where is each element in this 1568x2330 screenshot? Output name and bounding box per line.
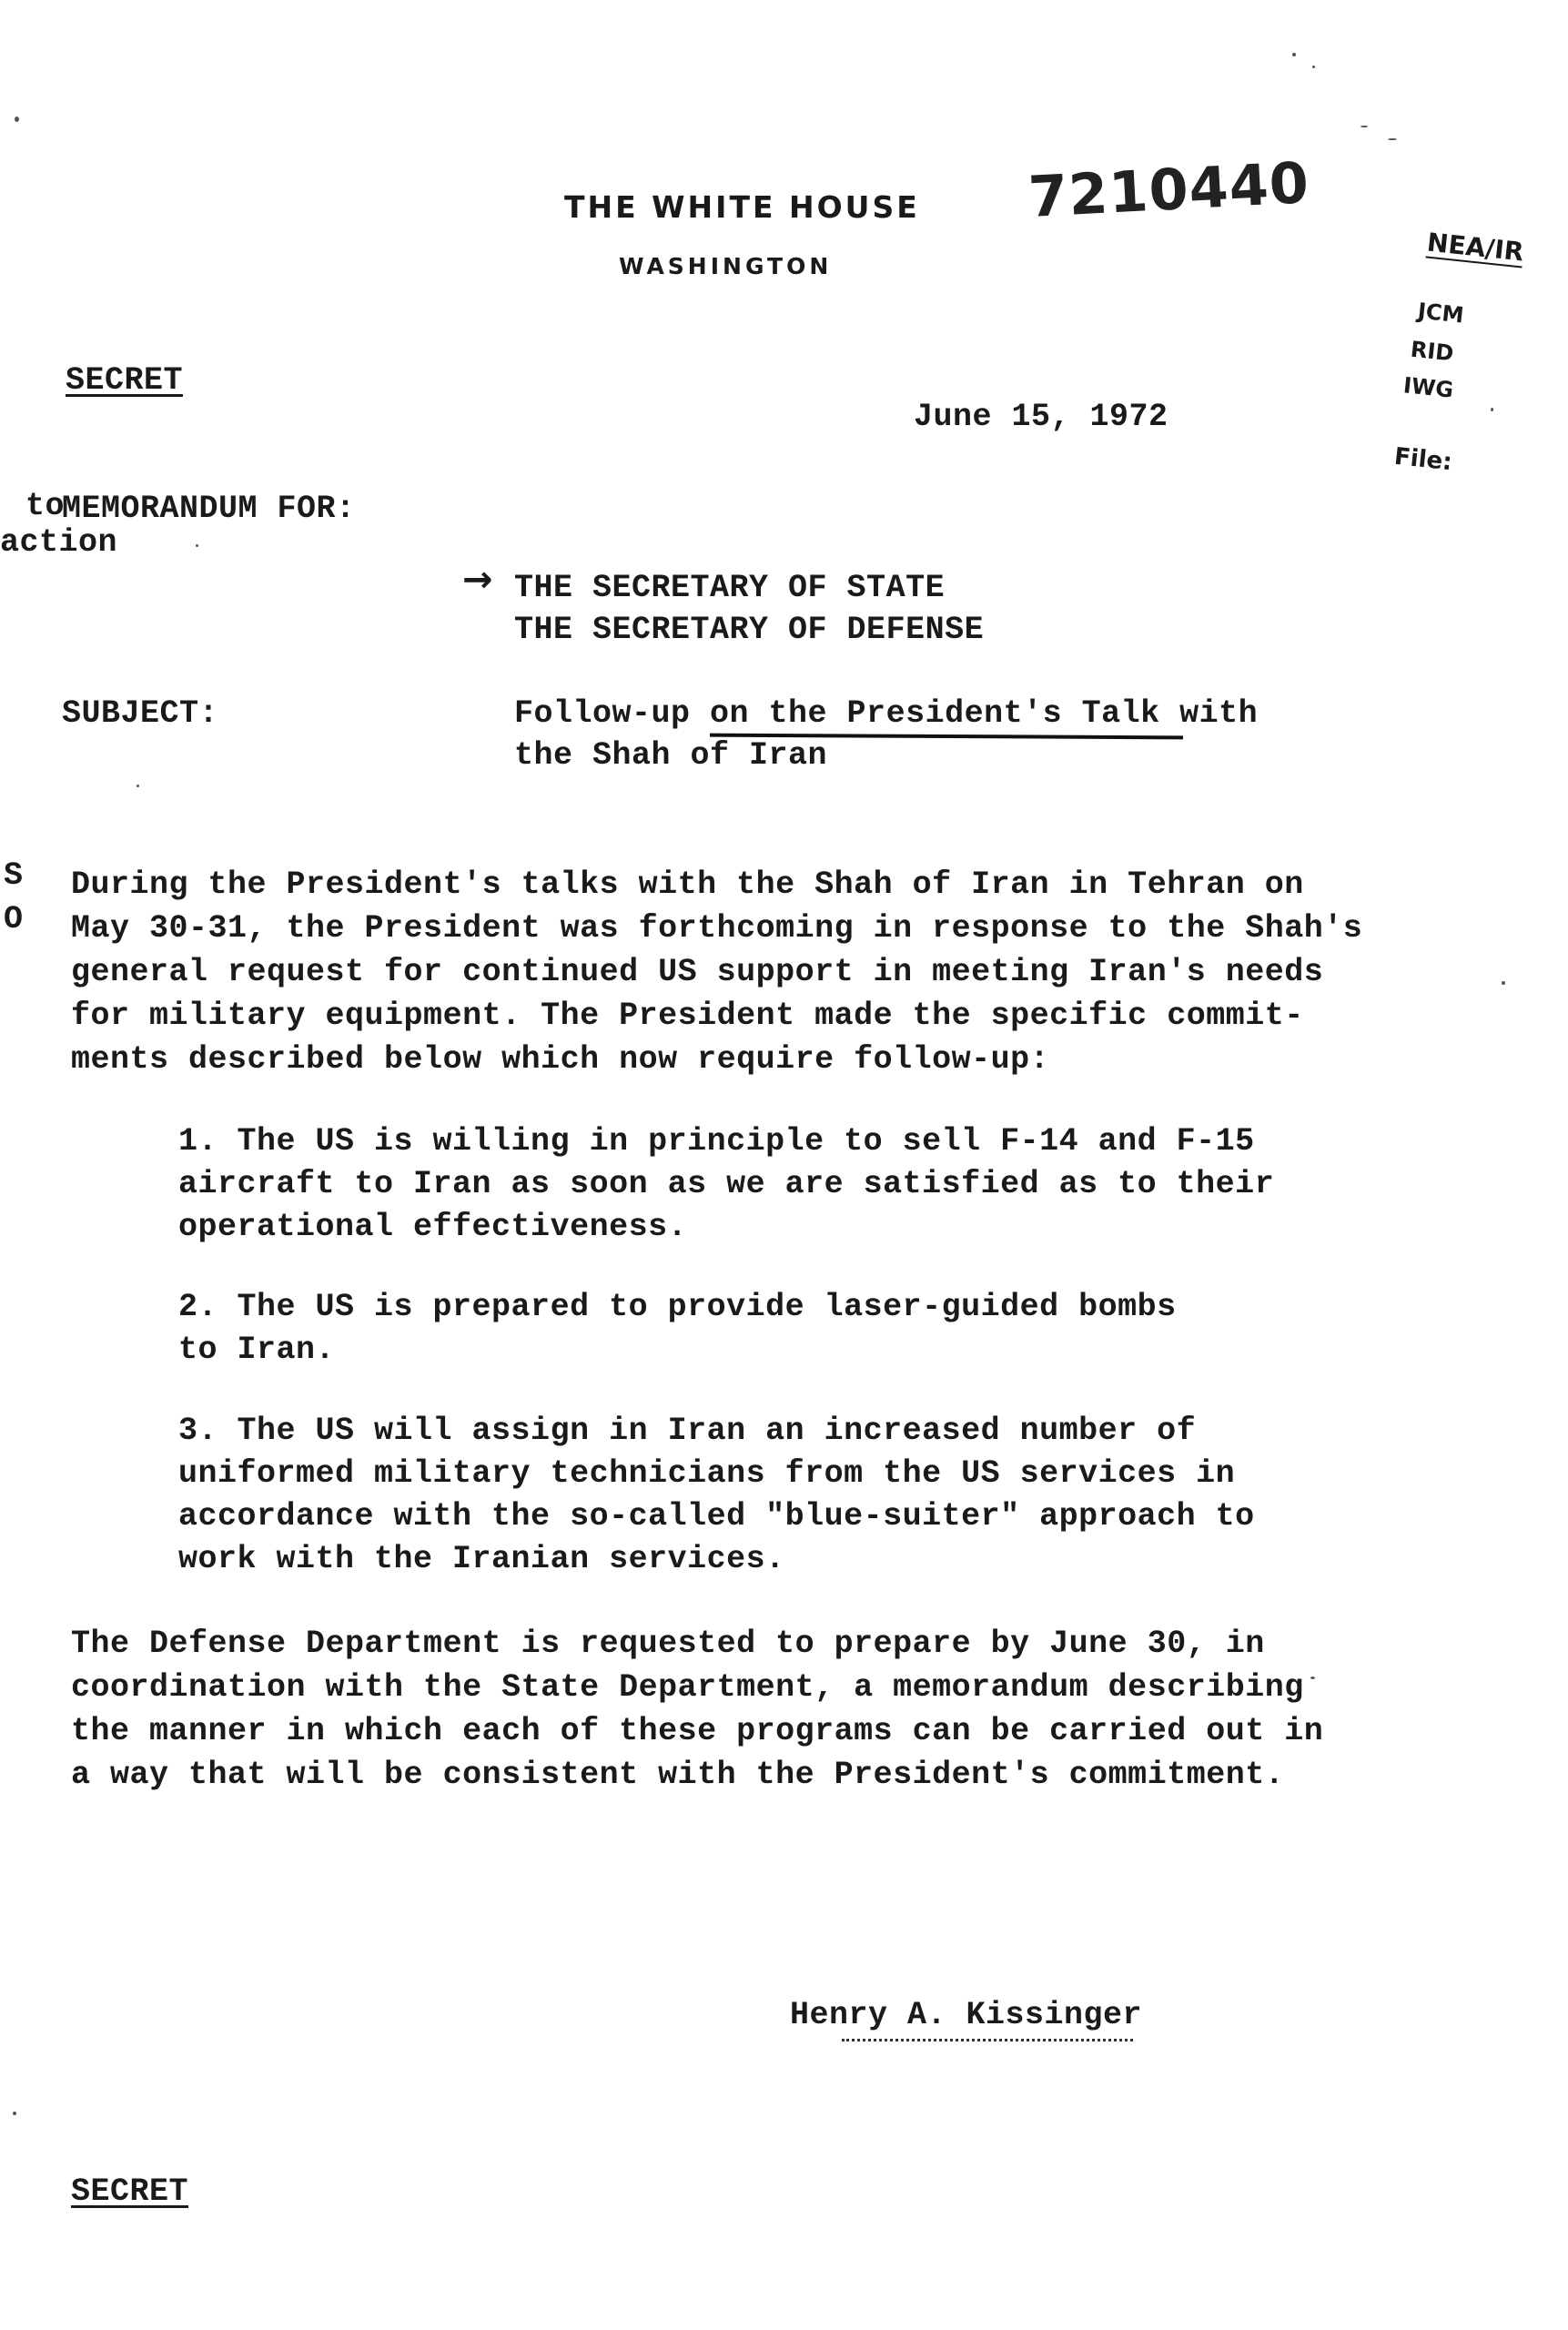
intro-line-3: general request for continued US support in meeting Iran's needs: [71, 954, 1324, 990]
subject-label: SUBJECT:: [62, 695, 219, 732]
letterhead-org: THE WHITE HOUSE: [564, 189, 920, 225]
scan-speck: [1310, 1677, 1315, 1679]
memo-for-label: MEMORANDUM FOR:: [62, 491, 356, 527]
subject-line-1: Follow-up on the President's Talk with: [514, 695, 1259, 732]
item-3-line-1: 3. The US will assign in Iran an increased number of: [178, 1413, 1197, 1449]
arrow-mark: →: [462, 559, 493, 601]
scan-speck: [1491, 408, 1493, 411]
margin-note-action: action: [0, 524, 118, 561]
routing-initial-3: IWG: [1401, 372, 1455, 403]
closing-line-1: The Defense Department is requested to prepare by June 30, in: [71, 1626, 1265, 1662]
intro-line-4: for military equipment. The President made the specific commit-: [71, 998, 1304, 1034]
document-number-stamp: 7210440: [1027, 148, 1311, 231]
closing-line-4: a way that will be consistent with the President's commitment.: [71, 1757, 1285, 1793]
scan-speck: [1292, 53, 1296, 56]
memo-date: June 15, 1972: [914, 399, 1168, 435]
classification-top: SECRET: [66, 362, 184, 399]
letterhead-city: WASHINGTON: [619, 253, 833, 279]
scan-speck: [137, 785, 139, 787]
scan-speck: [15, 116, 19, 122]
signature-name: Henry A. Kissinger: [790, 1997, 1143, 2033]
item-3-line-4: work with the Iranian services.: [178, 1541, 785, 1577]
scan-speck: [13, 2112, 16, 2115]
routing-office: NEA/IR: [1425, 227, 1525, 268]
scan-speck: [1361, 126, 1368, 127]
routing-initial-1: JCM: [1416, 298, 1465, 329]
item-1-line-2: aircraft to Iran as soon as we are satisfied as to their: [178, 1166, 1275, 1202]
item-2-line-1: 2. The US is prepared to provide laser-guided bombs: [178, 1289, 1177, 1325]
scan-speck: [1502, 981, 1505, 985]
recipient-state: THE SECRETARY OF STATE: [514, 570, 946, 606]
intro-line-1: During the President's talks with the Shah of Iran in Tehran on: [71, 866, 1304, 903]
closing-line-3: the manner in which each of these programs can be carried out in: [71, 1713, 1324, 1749]
intro-line-5: ments described below which now require follow-up:: [71, 1041, 1050, 1078]
routing-file: File:: [1392, 442, 1454, 477]
item-3-line-3: accordance with the so-called "blue-suiter" approach to: [178, 1498, 1255, 1535]
margin-note-to: to: [25, 488, 66, 524]
scan-speck: [1388, 138, 1397, 140]
margin-mark-s: S: [4, 857, 24, 894]
subject-line-2: the Shah of Iran: [514, 737, 828, 774]
item-2-line-2: to Iran.: [178, 1332, 336, 1368]
routing-initial-2: RID: [1409, 336, 1455, 367]
signature-underline: [842, 2039, 1133, 2043]
scan-speck: [196, 544, 198, 547]
recipient-defense: THE SECRETARY OF DEFENSE: [514, 612, 985, 648]
margin-mark-o: O: [4, 901, 24, 937]
classification-bottom: SECRET: [71, 2173, 189, 2210]
item-1-line-1: 1. The US is willing in principle to sell F-14 and F-15: [178, 1123, 1255, 1160]
intro-line-2: May 30-31, the President was forthcoming in response to the Shah's: [71, 910, 1363, 947]
scan-speck: [1312, 66, 1315, 68]
item-1-line-3: operational effectiveness.: [178, 1209, 688, 1245]
closing-line-2: coordination with the State Department, a memorandum describing: [71, 1669, 1304, 1706]
item-3-line-2: uniformed military technicians from the US services in: [178, 1455, 1236, 1492]
